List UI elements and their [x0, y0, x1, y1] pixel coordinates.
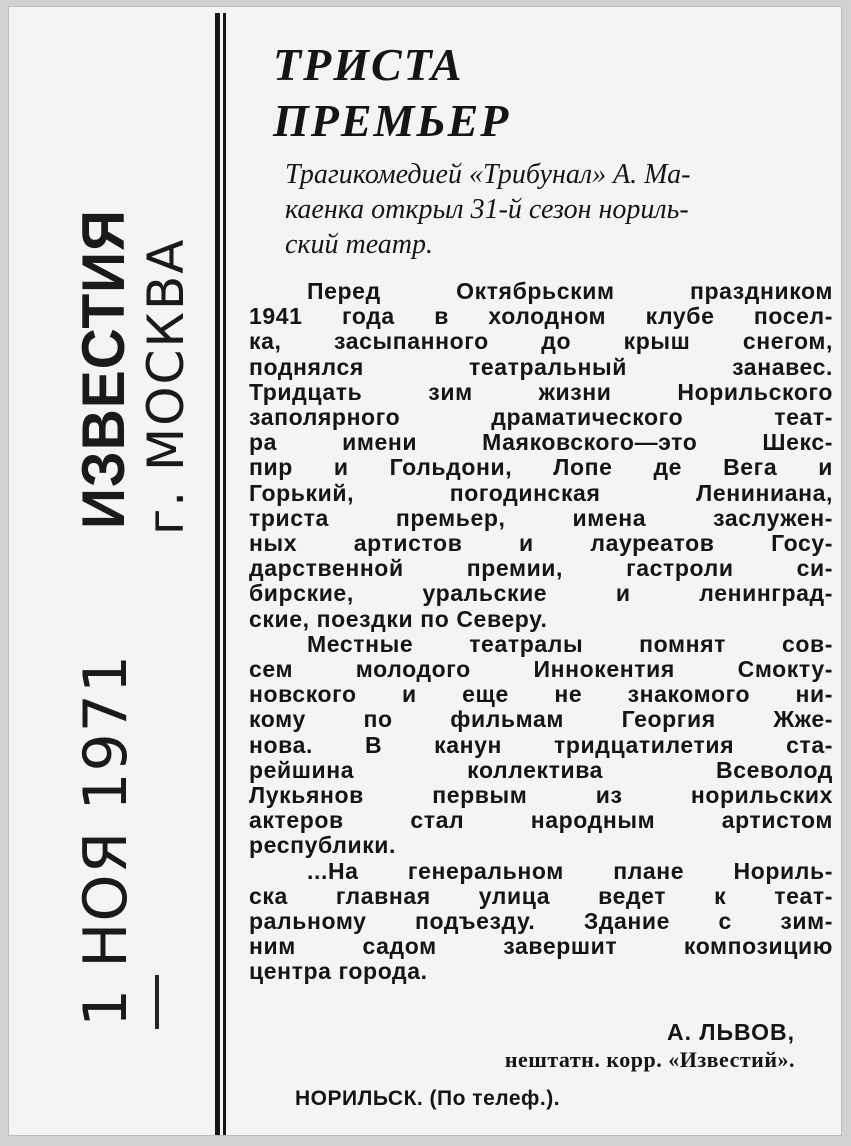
body-line: ...На генеральном плане Нориль-: [307, 858, 833, 884]
body-line: Тридцать зим жизни Норильского: [249, 379, 833, 405]
stamp-newspaper-name: ИЗВЕСТИЯ: [70, 209, 137, 529]
article-body: [249, 279, 833, 985]
lead-line: каенка открыл 31-й сезон нориль-: [285, 194, 689, 225]
article-lead: [285, 157, 831, 262]
article: [235, 7, 839, 1135]
body-line: центра города.: [249, 959, 428, 985]
column-rule: [215, 13, 220, 1135]
body-line: ска главная улица ведет к теат-: [249, 883, 833, 909]
body-line: Лукьянов первым из норильских: [249, 783, 833, 809]
title-line: ТРИСТА: [273, 39, 464, 90]
body-line: актеров стал народным артистом: [249, 808, 833, 834]
title-line: ПРЕМЬЕР: [273, 95, 511, 146]
body-line: ральному подъезду. Здание с зим-: [249, 909, 833, 935]
lead-line: Трагикомедией «Трибунал» А. Ма-: [285, 159, 691, 190]
body-line: заполярного драматического теат-: [249, 405, 833, 431]
body-line: триста премьер, имена заслужен-: [249, 505, 833, 531]
body-line: ных артистов и лауреатов Госу-: [249, 531, 833, 557]
archive-stamp: [9, 7, 219, 1135]
body-line: Местные театралы помнят сов-: [307, 631, 833, 657]
body-line: сем молодого Иннокентия Смокту-: [249, 657, 833, 683]
author-role: нештатн. корр. «Известий».: [504, 1047, 795, 1072]
body-line: ним садом завершит композицию: [249, 934, 833, 960]
article-title: [273, 37, 510, 149]
body-line: поднялся театральный занавес.: [249, 354, 833, 380]
body-line: бирские, уральские и ленинград-: [249, 581, 833, 607]
body-line: Горький, погодинская Лениниана,: [249, 480, 833, 506]
body-line: нова. В канун тридцатилетия ста-: [249, 732, 833, 758]
body-line: 1941 года в холодном клубе посел-: [249, 304, 833, 330]
body-line: ка, засыпанного до крыш снегом,: [249, 329, 833, 355]
stamp-city: г. МОСКВА: [137, 237, 195, 535]
body-line: пир и Гольдони, Лопе де Вега и: [249, 455, 833, 481]
newspaper-clipping: [8, 6, 842, 1136]
body-line: Перед Октябрьским праздником: [307, 279, 833, 304]
author-name: А. ЛЬВОВ,: [667, 1019, 795, 1045]
stamp-dash: [155, 975, 159, 1029]
article-paragraph: [249, 279, 833, 632]
body-line: дарственной премии, гастроли си-: [249, 556, 833, 582]
body-line: ские, поездки по Северу.: [249, 606, 548, 632]
body-line: новского и еще не знакомого ни-: [249, 682, 833, 708]
body-line: кому по фильмам Георгия Жже-: [249, 707, 833, 733]
dateline: НОРИЛЬСК. (По телеф.).: [295, 1087, 561, 1110]
body-line: ра имени Маяковского—это Шекс-: [249, 430, 833, 456]
body-line: республики.: [249, 833, 397, 859]
stamp-date: 1 НОЯ 1971: [71, 653, 141, 1027]
article-paragraph: [249, 859, 833, 985]
column-rule-thin: [223, 13, 226, 1135]
lead-line: ский театр.: [285, 229, 434, 260]
article-paragraph: [249, 632, 833, 859]
body-line: рейшина коллектива Всеволод: [249, 757, 833, 783]
